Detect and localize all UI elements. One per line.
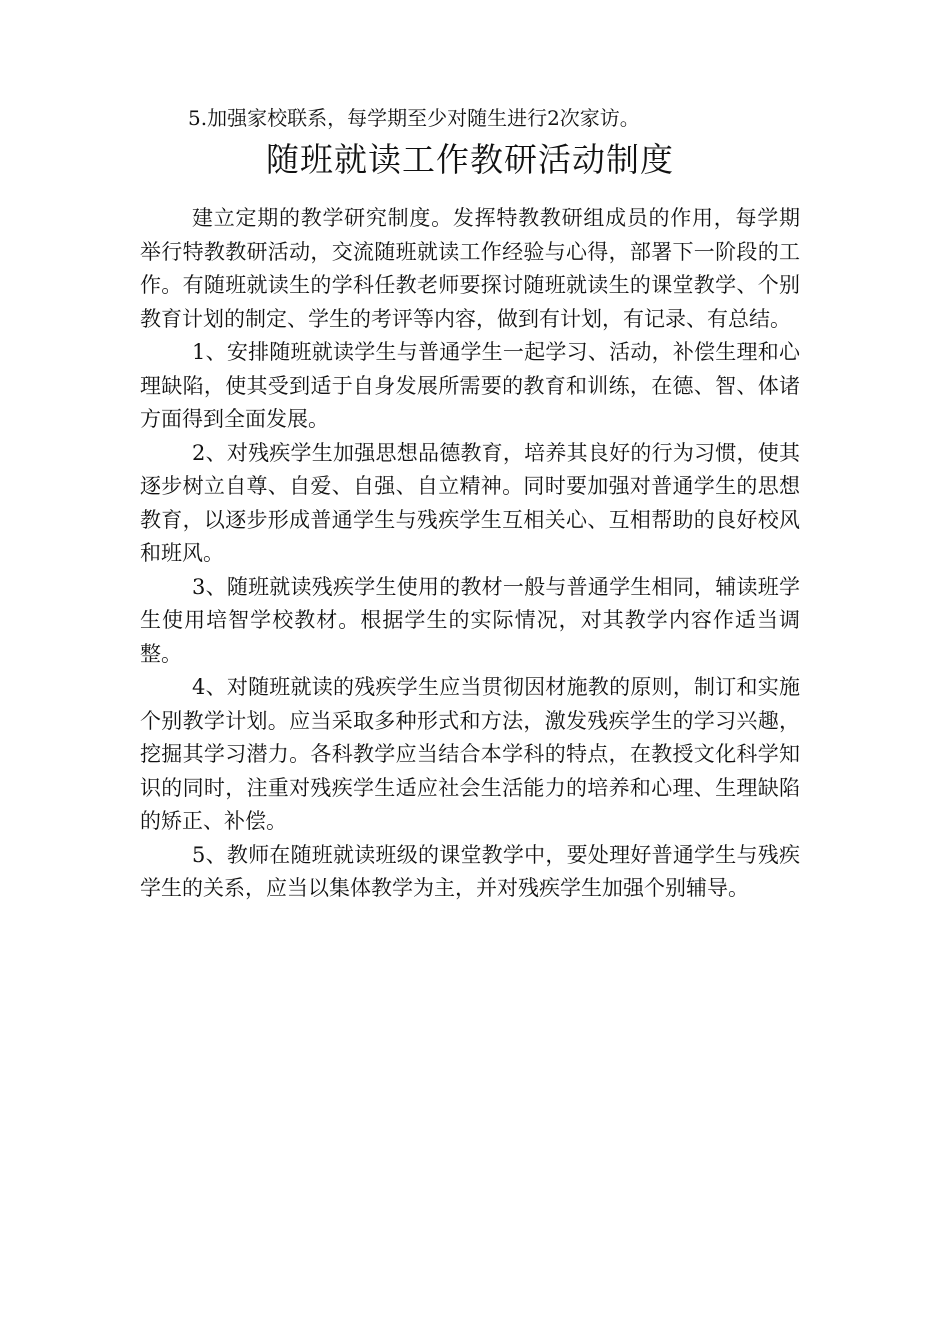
rule-paragraph-5: 5、教师在随班就读班级的课堂教学中，要处理好普通学生与残疾学生的关系，应当以集体教学为主，并对残疾学生加强个别辅导。 — [140, 842, 800, 900]
rule-paragraph-2: 2、对残疾学生加强思想品德教育，培养其良好的行为习惯，使其逐步树立自尊、自爱、自强、自立精神。同时要加强对普通学生的思想教育，以逐步形成普通学生与残疾学生互相关心、互相帮助的良好校风和班风。 — [140, 440, 800, 565]
document-title: 随班就读工作教研活动制度 — [266, 140, 674, 179]
rule-paragraph-1: 1、安排随班就读学生与普通学生一起学习、活动，补偿生理和心理缺陷，使其受到适于自身发展所需要的教育和训练，在德、智、体诸方面得到全面发展。 — [140, 340, 800, 431]
rule-paragraph-4: 4、对随班就读的残疾学生应当贯彻因材施教的原则，制订和实施个别教学计划。应当采取多种形式和方法，激发残疾学生的学习兴趣，挖掘其学习潜力。各科教学应当结合本学科的特点，在教授文化科学知识的同时，注重对残疾学生适应社会生活能力的培养和心理、生理缺陷的矫正、补偿。 — [140, 675, 800, 833]
document-page — [140, 102, 800, 906]
previous-list-item: 5.加强家校联系，每学期至少对随生进行2次家访。 — [188, 106, 640, 130]
intro-paragraph: 建立定期的教学研究制度。发挥特教教研组成员的作用，每学期举行特教教研活动，交流随班就读工作经验与心得，部署下一阶段的工作。有随班就读生的学科任教老师要探讨随班就读生的课堂教学、个别教育计划的制定、学生的考评等内容，做到有计划，有记录、有总结。 — [140, 206, 800, 331]
rule-paragraph-3: 3、随班就读残疾学生使用的教材一般与普通学生相同，辅读班学生使用培智学校教材。根据学生的实际情况，对其教学内容作适当调整。 — [140, 574, 800, 666]
